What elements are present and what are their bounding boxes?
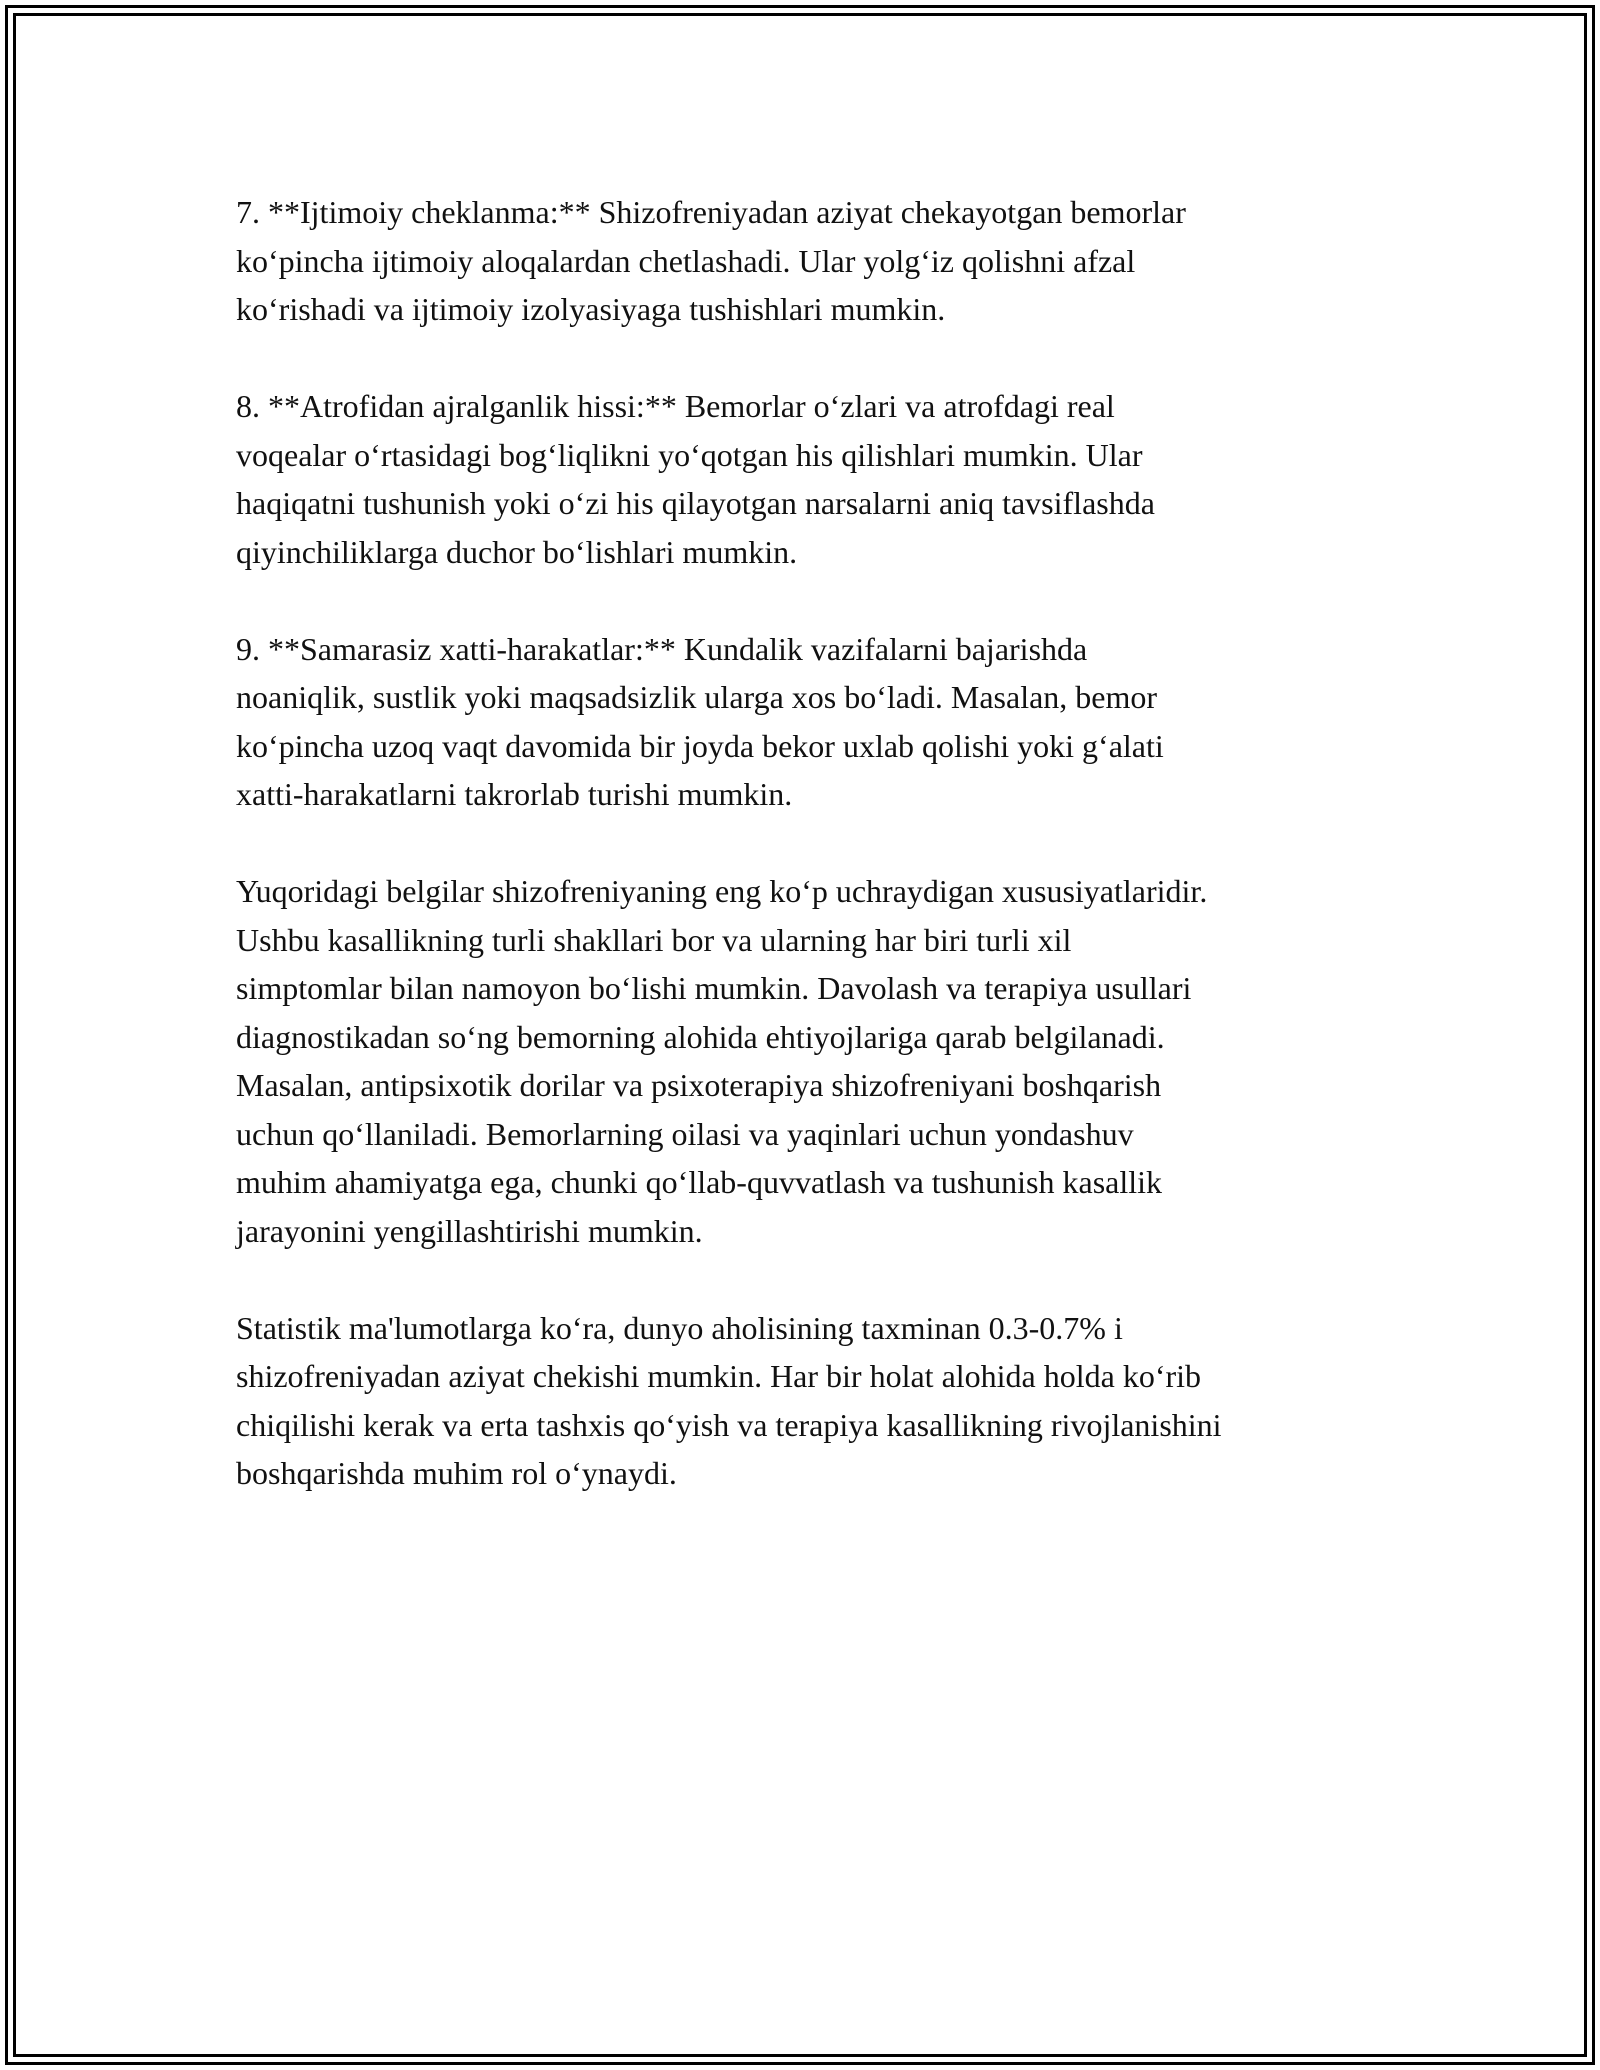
paragraph-social-restriction: 7. **Ijtimoiy cheklanma:** Shizofreniyadan aziyat chekayotgan bemorlar ko‘pincha ijtimoiy aloqalardan chetlashadi. Ular yolg‘iz qolishni afzal ko‘rishadi va ijtimoiy izolyasiyaga tushishlari mumkin. xyxy=(236,194,1186,327)
paragraph-statistics: Statistik ma'lumotlarga ko‘ra, dunyo aholisining taxminan 0.3-0.7% i shizofreniyadan aziyat chekishi mumkin. Har bir holat alohida holda ko‘rib chiqilishi kerak va erta tashxis qo‘yish va terapiya kasallikning rivojlanishini boshqarishda muhim rol o‘ynaydi. xyxy=(236,1309,1222,1491)
paragraph-summary: Yuqoridagi belgilar shizofreniyaning eng ko‘p uchraydigan xususiyatlaridir. Ushbu kasallikning turli shakllari bor va ularning har biri turli xil simptomlar bilan namoyon bo‘lishi mumkin. Davolash va terapiya usullari diagnostikadan so‘ng bemorning alohida ehtiyojlariga qarab belgilanadi. Masalan, antipsixotik dorilar va psixoterapiya shizofreniyani boshqarish uchun qo‘llaniladi. Bemorlarning oilasi va yaqinlari uchun yondashuv muhim ahamiyatga ega, chunki qo‘llab-quvvatlash va tushunish kasallik jarayonini yengillashtirishi mumkin. xyxy=(236,873,1208,1249)
document-body xyxy=(236,188,1376,1546)
paragraph-ineffective-behavior: 9. **Samarasiz xatti-harakatlar:** Kundalik vazifalarni bajarishda noaniqlik, sustlik yoki maqsadsizlik ularga xos bo‘ladi. Masalan, bemor ko‘pincha uzoq vaqt davomida bir joyda bekor uxlab qolishi yoki g‘alati xatti-harakatlarni takrorlab turishi mumkin. xyxy=(236,630,1164,812)
paragraph-detachment: 8. **Atrofidan ajralganlik hissi:** Bemorlar o‘zlari va atrofdagi real voqealar o‘rtasidagi bog‘liqlikni yo‘qotgan his qilishlari mumkin. Ular haqiqatni tushunish yoki o‘zi his qilayotgan narsalarni aniq tavsiflashda qiyinchiliklarga duchor bo‘lishlari mumkin. xyxy=(236,388,1155,570)
